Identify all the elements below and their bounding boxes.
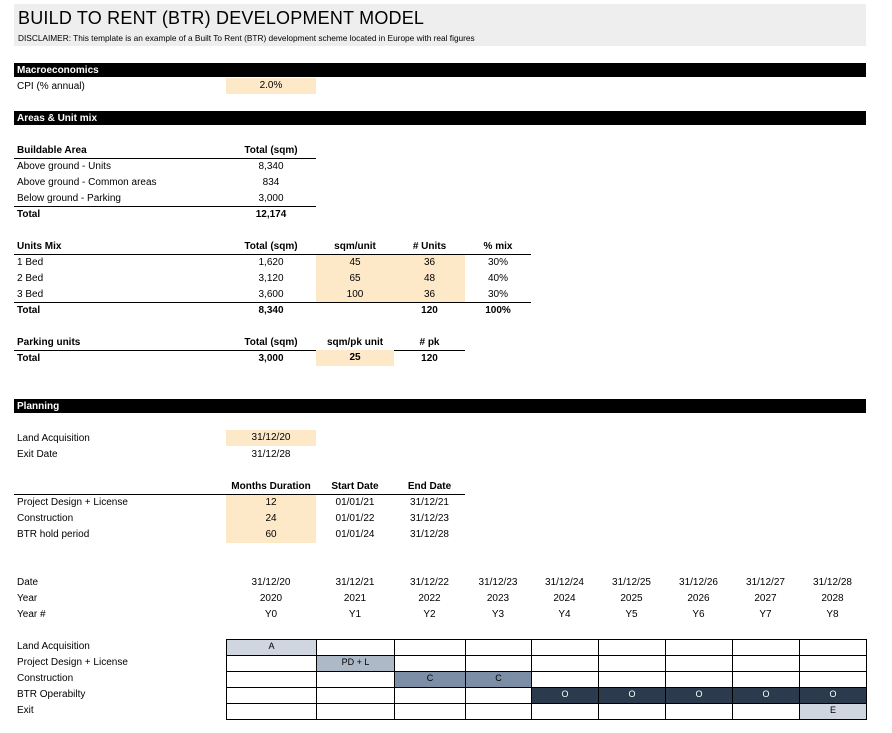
- gantt-cell[interactable]: A: [226, 639, 317, 656]
- exit-date-label: Exit Date: [17, 449, 58, 460]
- gantt-cell[interactable]: C: [465, 671, 532, 688]
- timeline-yearnum: Y1: [348, 609, 362, 620]
- timeline-date: 31/12/28: [813, 577, 852, 588]
- units-row-sqm-input[interactable]: 65: [349, 273, 361, 284]
- divider: [14, 302, 531, 303]
- gantt-cell[interactable]: [799, 671, 867, 688]
- gantt-cell[interactable]: [226, 655, 317, 672]
- units-row-count-input[interactable]: 36: [423, 289, 436, 300]
- timeline-date-label: Date: [17, 577, 39, 588]
- units-total-sqm: 8,340: [258, 305, 284, 316]
- gantt-cell[interactable]: [226, 703, 317, 720]
- timeline-date: 31/12/26: [679, 577, 718, 588]
- timeline-year: 2028: [821, 593, 844, 604]
- buildable-area-title: Buildable Area: [17, 145, 87, 156]
- land-acquisition-input[interactable]: 31/12/20: [226, 430, 316, 446]
- buildable-total-value: 12,174: [255, 209, 287, 220]
- phase-col-start: Start Date: [331, 481, 379, 492]
- gantt-cell[interactable]: [531, 655, 599, 672]
- cpi-input[interactable]: 2.0%: [226, 78, 316, 94]
- timeline-yearnum: Y5: [625, 609, 638, 620]
- timeline-date: 31/12/25: [612, 577, 651, 588]
- cpi-label: CPI (% annual): [17, 81, 85, 92]
- units-total-label: Total: [17, 305, 41, 316]
- units-row-sqm-input[interactable]: 100: [346, 289, 364, 300]
- gantt-row-label: Construction: [17, 673, 74, 684]
- land-acquisition-label: Land Acquisition: [17, 433, 90, 444]
- timeline-yearnum: Y2: [423, 609, 436, 620]
- gantt-cell[interactable]: [394, 655, 466, 672]
- gantt-cell[interactable]: [316, 687, 395, 704]
- phase-col-months: Months Duration: [231, 481, 311, 492]
- buildable-row-value: 8,340: [258, 161, 284, 172]
- phase-row-start: 01/01/22: [335, 513, 375, 524]
- buildable-row-value: 834: [262, 177, 280, 188]
- gantt-row-label: Project Design + License: [17, 657, 128, 668]
- units-total-mix: 100%: [485, 305, 511, 316]
- buildable-row-label: Above ground - Units: [17, 161, 111, 172]
- gantt-cell[interactable]: [465, 687, 532, 704]
- timeline-year: 2023: [486, 593, 510, 604]
- gantt-cell[interactable]: [665, 639, 733, 656]
- parking-title: Parking units: [17, 337, 81, 348]
- units-total-count: 120: [421, 305, 438, 316]
- units-row-label: 2 Bed: [17, 273, 44, 284]
- units-row-total: 1,620: [258, 257, 284, 268]
- units-col-mix: % mix: [483, 241, 513, 252]
- timeline-yearnum: Y4: [558, 609, 571, 620]
- timeline-year: 2020: [259, 593, 283, 604]
- timeline-yearnum: Y3: [491, 609, 505, 620]
- timeline-year: 2021: [343, 593, 367, 604]
- gantt-cell[interactable]: O: [665, 687, 733, 704]
- gantt-cell[interactable]: [531, 671, 599, 688]
- parking-col-pk: # pk: [419, 337, 440, 348]
- phase-row-months-input[interactable]: 60: [265, 529, 277, 540]
- gantt-cell[interactable]: [799, 639, 867, 656]
- gantt-cell[interactable]: [394, 703, 466, 720]
- timeline-year: 2025: [620, 593, 643, 604]
- gantt-cell[interactable]: [465, 703, 532, 720]
- timeline-yearnum: Y7: [759, 609, 772, 620]
- gantt-cell[interactable]: O: [799, 687, 867, 704]
- parking-total-label: Total: [17, 353, 41, 364]
- phase-row-label: Project Design + License: [17, 497, 128, 508]
- gantt-cell[interactable]: [531, 639, 599, 656]
- units-mix-title: Units Mix: [17, 241, 62, 252]
- timeline-date: 31/12/23: [478, 577, 518, 588]
- units-col-total: Total (sqm): [244, 241, 298, 252]
- phase-row-label: Construction: [17, 513, 74, 524]
- gantt-cell[interactable]: [665, 655, 733, 672]
- phase-row-end: 31/12/28: [410, 529, 449, 540]
- page-title: BUILD TO RENT (BTR) DEVELOPMENT MODEL: [18, 8, 425, 28]
- gantt-cell[interactable]: O: [732, 687, 800, 704]
- units-col-units: # Units: [412, 241, 447, 252]
- buildable-col-total: Total (sqm): [244, 145, 298, 156]
- phase-row-start: 01/01/24: [335, 529, 375, 540]
- gantt-cell[interactable]: PD + L: [316, 655, 395, 672]
- timeline-date: 31/12/21: [335, 577, 375, 588]
- buildable-row-label: Above ground - Common areas: [17, 177, 157, 188]
- units-row-mix: 40%: [487, 273, 508, 284]
- gantt-cell[interactable]: O: [531, 687, 599, 704]
- parking-col-total: Total (sqm): [244, 337, 298, 348]
- gantt-cell[interactable]: [732, 639, 800, 656]
- phase-col-end: End Date: [407, 481, 452, 492]
- timeline-date: 31/12/24: [545, 577, 584, 588]
- gantt-row-label: Exit: [17, 705, 34, 716]
- gantt-cell[interactable]: C: [394, 671, 466, 688]
- timeline-year-label: Year: [17, 593, 38, 604]
- units-row-count-input[interactable]: 36: [423, 257, 436, 268]
- gantt-cell[interactable]: [732, 671, 800, 688]
- divider: [14, 350, 465, 351]
- gantt-cell[interactable]: [732, 655, 800, 672]
- gantt-row-label: Land Acquisition: [17, 641, 90, 652]
- gantt-cell[interactable]: [732, 703, 800, 720]
- gantt-cell[interactable]: [226, 671, 317, 688]
- buildable-row-value: 3,000: [258, 193, 284, 204]
- units-row-mix: 30%: [487, 257, 508, 268]
- timeline-year: 2022: [418, 593, 441, 604]
- disclaimer: DISCLAIMER: This template is an example of a Built To Rent (BTR) development scheme located in Europe with real figures: [18, 33, 475, 43]
- units-row-sqm-input[interactable]: 45: [349, 257, 361, 268]
- gantt-cell[interactable]: [465, 639, 532, 656]
- timeline-yearnum: Y0: [264, 609, 278, 620]
- section-header-planning: Planning: [14, 399, 866, 413]
- gantt-cell[interactable]: O: [598, 687, 666, 704]
- gantt-cell[interactable]: [316, 703, 395, 720]
- gantt-row-label: BTR Operabilty: [17, 689, 86, 700]
- phase-row-months-input[interactable]: 24: [265, 513, 277, 524]
- parking-total-pk: 120: [421, 353, 438, 364]
- phase-row-start: 01/01/21: [335, 497, 375, 508]
- units-row-mix: 30%: [487, 289, 508, 300]
- gantt-cell[interactable]: [665, 703, 733, 720]
- units-row-total: 3,600: [258, 289, 284, 300]
- timeline-yearnum: Y8: [826, 609, 839, 620]
- units-row-label: 3 Bed: [17, 289, 44, 300]
- gantt-cell[interactable]: [226, 687, 317, 704]
- units-row-total: 3,120: [258, 273, 284, 284]
- gantt-cell[interactable]: [394, 687, 466, 704]
- title-box: [14, 4, 866, 46]
- units-row-count-input[interactable]: 48: [423, 273, 436, 284]
- gantt-cell[interactable]: [598, 655, 666, 672]
- phase-row-months-input[interactable]: 12: [265, 497, 277, 508]
- buildable-row-label: Below ground - Parking: [17, 193, 121, 204]
- gantt-cell[interactable]: [598, 671, 666, 688]
- buildable-total-label: Total: [17, 209, 41, 220]
- timeline-date: 31/12/20: [251, 577, 291, 588]
- timeline-year: 2027: [754, 593, 777, 604]
- phase-row-label: BTR hold period: [17, 529, 90, 540]
- exit-date-value: 31/12/28: [251, 449, 291, 460]
- timeline-yearnum: Y6: [692, 609, 705, 620]
- timeline-date: 31/12/22: [410, 577, 449, 588]
- parking-col-sqm-pk: sqm/pk unit: [326, 337, 384, 348]
- divider: [14, 158, 316, 159]
- phase-row-end: 31/12/21: [410, 497, 449, 508]
- gantt-cell[interactable]: [598, 639, 666, 656]
- parking-total-sqm: 3,000: [258, 353, 284, 364]
- gantt-cell[interactable]: [799, 655, 867, 672]
- gantt-cell[interactable]: [465, 655, 532, 672]
- timeline-year: 2024: [553, 593, 576, 604]
- timeline-year: 2026: [687, 593, 710, 604]
- gantt-cell[interactable]: [665, 671, 733, 688]
- units-col-sqm-unit: sqm/unit: [334, 241, 376, 252]
- gantt-cell[interactable]: [316, 671, 395, 688]
- gantt-cell[interactable]: E: [799, 703, 867, 720]
- section-header-areas: Areas & Unit mix: [14, 111, 866, 125]
- section-header-macroeconomics: Macroeconomics: [14, 63, 866, 77]
- units-row-label: 1 Bed: [17, 257, 44, 268]
- timeline-date: 31/12/27: [746, 577, 785, 588]
- timeline-yearnum-label: Year #: [17, 609, 46, 620]
- gantt-cell[interactable]: [531, 703, 599, 720]
- gantt-cell[interactable]: [394, 639, 466, 656]
- gantt-cell[interactable]: [598, 703, 666, 720]
- phase-row-end: 31/12/23: [410, 513, 449, 524]
- divider: [14, 206, 316, 207]
- gantt-cell[interactable]: [316, 639, 395, 656]
- parking-sqm-pk-input[interactable]: 25: [316, 350, 394, 366]
